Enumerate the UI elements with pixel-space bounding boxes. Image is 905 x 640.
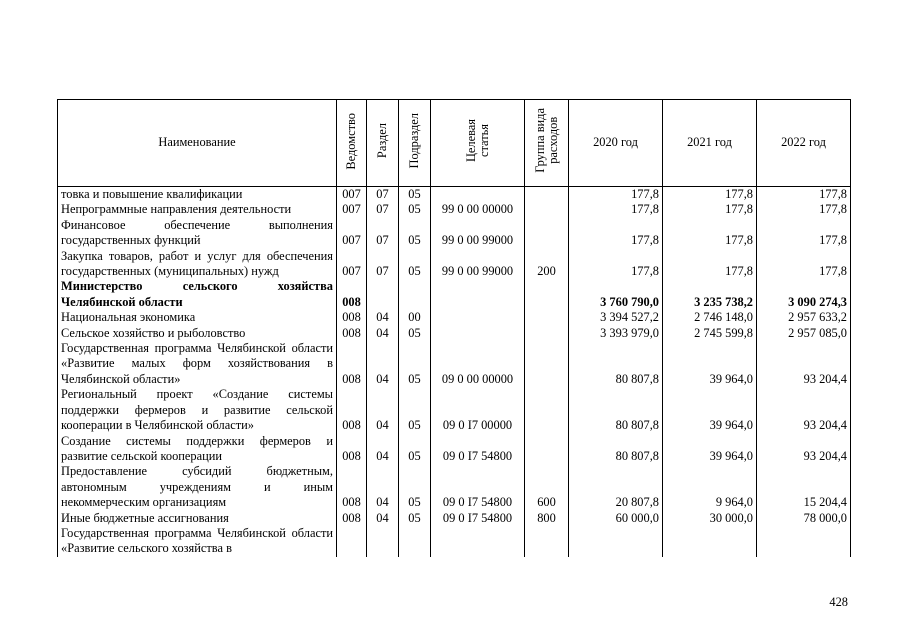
- cell-group: 600: [525, 464, 569, 510]
- cell-2020: 177,8: [569, 202, 663, 217]
- cell-2022: 3 090 274,3: [757, 279, 851, 310]
- cell-razdel: 04: [367, 464, 399, 510]
- cell-vedomstvo: 008: [337, 326, 367, 341]
- cell-target: [431, 310, 525, 325]
- cell-name: Непрограммные направления деятельности: [58, 202, 337, 217]
- cell-razdel: 07: [367, 249, 399, 280]
- cell-vedomstvo: 008: [337, 310, 367, 325]
- cell-razdel: [367, 526, 399, 557]
- cell-2020: 177,8: [569, 249, 663, 280]
- cell-vedomstvo: [337, 526, 367, 557]
- cell-podrazdel: 00: [399, 310, 431, 325]
- cell-group: [525, 526, 569, 557]
- cell-2022: 177,8: [757, 218, 851, 249]
- header-vedomstvo-text: Ведомство: [344, 112, 358, 170]
- header-2022: 2022 год: [757, 100, 851, 187]
- cell-name: Иные бюджетные ассигнования: [58, 511, 337, 526]
- cell-group: [525, 202, 569, 217]
- table-row: [58, 187, 851, 203]
- table-row: [58, 526, 851, 557]
- cell-2022: 2 957 633,2: [757, 310, 851, 325]
- cell-2022: 177,8: [757, 187, 851, 203]
- header-group-text: Группа вида расходов: [532, 108, 560, 174]
- cell-target: [431, 526, 525, 557]
- cell-razdel: 07: [367, 187, 399, 203]
- cell-razdel: [367, 279, 399, 310]
- header-2020: 2020 год: [569, 100, 663, 187]
- header-podrazdel: [399, 100, 431, 187]
- cell-target: [431, 326, 525, 341]
- cell-2021: 3 235 738,2: [663, 279, 757, 310]
- table-row: [58, 326, 851, 341]
- cell-vedomstvo: 007: [337, 187, 367, 203]
- cell-2020: 177,8: [569, 187, 663, 203]
- cell-2022: [757, 526, 851, 557]
- cell-2022: 177,8: [757, 249, 851, 280]
- cell-vedomstvo: 008: [337, 464, 367, 510]
- header-razdel-text: Раздел: [375, 123, 389, 159]
- cell-2022: 78 000,0: [757, 511, 851, 526]
- cell-group: [525, 187, 569, 203]
- cell-group: [525, 341, 569, 387]
- cell-target: 99 0 00 00000: [431, 202, 525, 217]
- cell-vedomstvo: 008: [337, 511, 367, 526]
- cell-2020: 3 394 527,2: [569, 310, 663, 325]
- cell-podrazdel: [399, 279, 431, 310]
- cell-target: [431, 187, 525, 203]
- table-row: [58, 341, 851, 387]
- cell-target: 09 0 I7 00000: [431, 387, 525, 433]
- cell-target: 09 0 I7 54800: [431, 434, 525, 465]
- table-row: [58, 511, 851, 526]
- table-row: [58, 279, 851, 310]
- cell-target: [431, 279, 525, 310]
- cell-podrazdel: 05: [399, 511, 431, 526]
- cell-vedomstvo: 007: [337, 202, 367, 217]
- cell-name: Финансовое обеспечение выполнения государственных функций: [58, 218, 337, 249]
- cell-name: Предоставление субсидий бюджетным, автономным учреждениям и иным некоммерческим организациям: [58, 464, 337, 510]
- cell-2022: 93 204,4: [757, 341, 851, 387]
- cell-podrazdel: 05: [399, 464, 431, 510]
- table-row: [58, 310, 851, 325]
- cell-podrazdel: 05: [399, 434, 431, 465]
- cell-podrazdel: 05: [399, 218, 431, 249]
- cell-2021: 2 746 148,0: [663, 310, 757, 325]
- budget-table: [57, 99, 851, 557]
- cell-razdel: 04: [367, 387, 399, 433]
- cell-name: товка и повышение квалификации: [58, 187, 337, 203]
- cell-target: 09 0 00 00000: [431, 341, 525, 387]
- cell-vedomstvo: 007: [337, 218, 367, 249]
- cell-vedomstvo: 008: [337, 387, 367, 433]
- cell-name: Региональный проект «Создание системы поддержки фермеров и развитие сельской кооперации в Челябинской области»: [58, 387, 337, 433]
- header-vedomstvo: [337, 100, 367, 187]
- cell-podrazdel: [399, 526, 431, 557]
- cell-2022: 177,8: [757, 202, 851, 217]
- cell-2021: 2 745 599,8: [663, 326, 757, 341]
- cell-2021: 9 964,0: [663, 464, 757, 510]
- table-row: [58, 464, 851, 510]
- cell-target: 09 0 I7 54800: [431, 464, 525, 510]
- cell-2021: 177,8: [663, 249, 757, 280]
- cell-2022: 2 957 085,0: [757, 326, 851, 341]
- cell-2021: 177,8: [663, 202, 757, 217]
- cell-name: Создание системы поддержки фермеров и развитие сельской кооперации: [58, 434, 337, 465]
- cell-group: 800: [525, 511, 569, 526]
- header-2021: 2021 год: [663, 100, 757, 187]
- cell-vedomstvo: 008: [337, 341, 367, 387]
- cell-podrazdel: 05: [399, 187, 431, 203]
- cell-group: [525, 310, 569, 325]
- cell-2021: 39 964,0: [663, 341, 757, 387]
- cell-razdel: 07: [367, 218, 399, 249]
- cell-2021: 177,8: [663, 218, 757, 249]
- header-name: Наименование: [58, 100, 337, 187]
- table-row: [58, 387, 851, 433]
- table-row: [58, 434, 851, 465]
- header-group: [525, 100, 569, 187]
- cell-razdel: 04: [367, 511, 399, 526]
- cell-2020: 177,8: [569, 218, 663, 249]
- table-row: [58, 249, 851, 280]
- cell-razdel: 04: [367, 341, 399, 387]
- cell-2020: 80 807,8: [569, 387, 663, 433]
- cell-name: Государственная программа Челябинской области «Развитие сельского хозяйства в: [58, 526, 337, 557]
- cell-2022: 93 204,4: [757, 387, 851, 433]
- cell-2022: 15 204,4: [757, 464, 851, 510]
- cell-podrazdel: 05: [399, 249, 431, 280]
- table-header-row: [58, 100, 851, 187]
- cell-group: [525, 387, 569, 433]
- cell-group: [525, 326, 569, 341]
- cell-2020: [569, 526, 663, 557]
- cell-2021: 30 000,0: [663, 511, 757, 526]
- table-row: [58, 218, 851, 249]
- cell-vedomstvo: 007: [337, 249, 367, 280]
- header-podrazdel-text: Подраздел: [407, 113, 421, 169]
- cell-target: 09 0 I7 54800: [431, 511, 525, 526]
- cell-podrazdel: 05: [399, 326, 431, 341]
- cell-vedomstvo: 008: [337, 434, 367, 465]
- cell-2020: 20 807,8: [569, 464, 663, 510]
- cell-group: 200: [525, 249, 569, 280]
- cell-2021: 39 964,0: [663, 434, 757, 465]
- cell-group: [525, 434, 569, 465]
- cell-razdel: 07: [367, 202, 399, 217]
- cell-2020: 3 760 790,0: [569, 279, 663, 310]
- cell-name: Государственная программа Челябинской области «Развитие малых форм хозяйствования в Челябинской области»: [58, 341, 337, 387]
- cell-2020: 60 000,0: [569, 511, 663, 526]
- cell-name: Сельское хозяйство и рыболовство: [58, 326, 337, 341]
- cell-group: [525, 218, 569, 249]
- cell-2022: 93 204,4: [757, 434, 851, 465]
- cell-razdel: 04: [367, 310, 399, 325]
- cell-2021: 177,8: [663, 187, 757, 203]
- cell-2021: 39 964,0: [663, 387, 757, 433]
- cell-razdel: 04: [367, 326, 399, 341]
- cell-name: Министерство сельского хозяйства Челябинской области: [58, 279, 337, 310]
- table-body: [58, 187, 851, 557]
- cell-podrazdel: 05: [399, 202, 431, 217]
- cell-2020: 3 393 979,0: [569, 326, 663, 341]
- cell-target: 99 0 00 99000: [431, 218, 525, 249]
- cell-2020: 80 807,8: [569, 341, 663, 387]
- cell-podrazdel: 05: [399, 387, 431, 433]
- cell-target: 99 0 00 99000: [431, 249, 525, 280]
- header-razdel: [367, 100, 399, 187]
- header-target: [431, 100, 525, 187]
- cell-name: Национальная экономика: [58, 310, 337, 325]
- table-row: [58, 202, 851, 217]
- cell-name: Закупка товаров, работ и услуг для обеспечения государственных (муниципальных) нужд: [58, 249, 337, 280]
- header-target-text: Целевая статья: [463, 119, 491, 163]
- page-number: 428: [829, 595, 848, 609]
- cell-razdel: 04: [367, 434, 399, 465]
- cell-podrazdel: 05: [399, 341, 431, 387]
- cell-2021: [663, 526, 757, 557]
- cell-2020: 80 807,8: [569, 434, 663, 465]
- cell-group: [525, 279, 569, 310]
- cell-vedomstvo: 008: [337, 279, 367, 310]
